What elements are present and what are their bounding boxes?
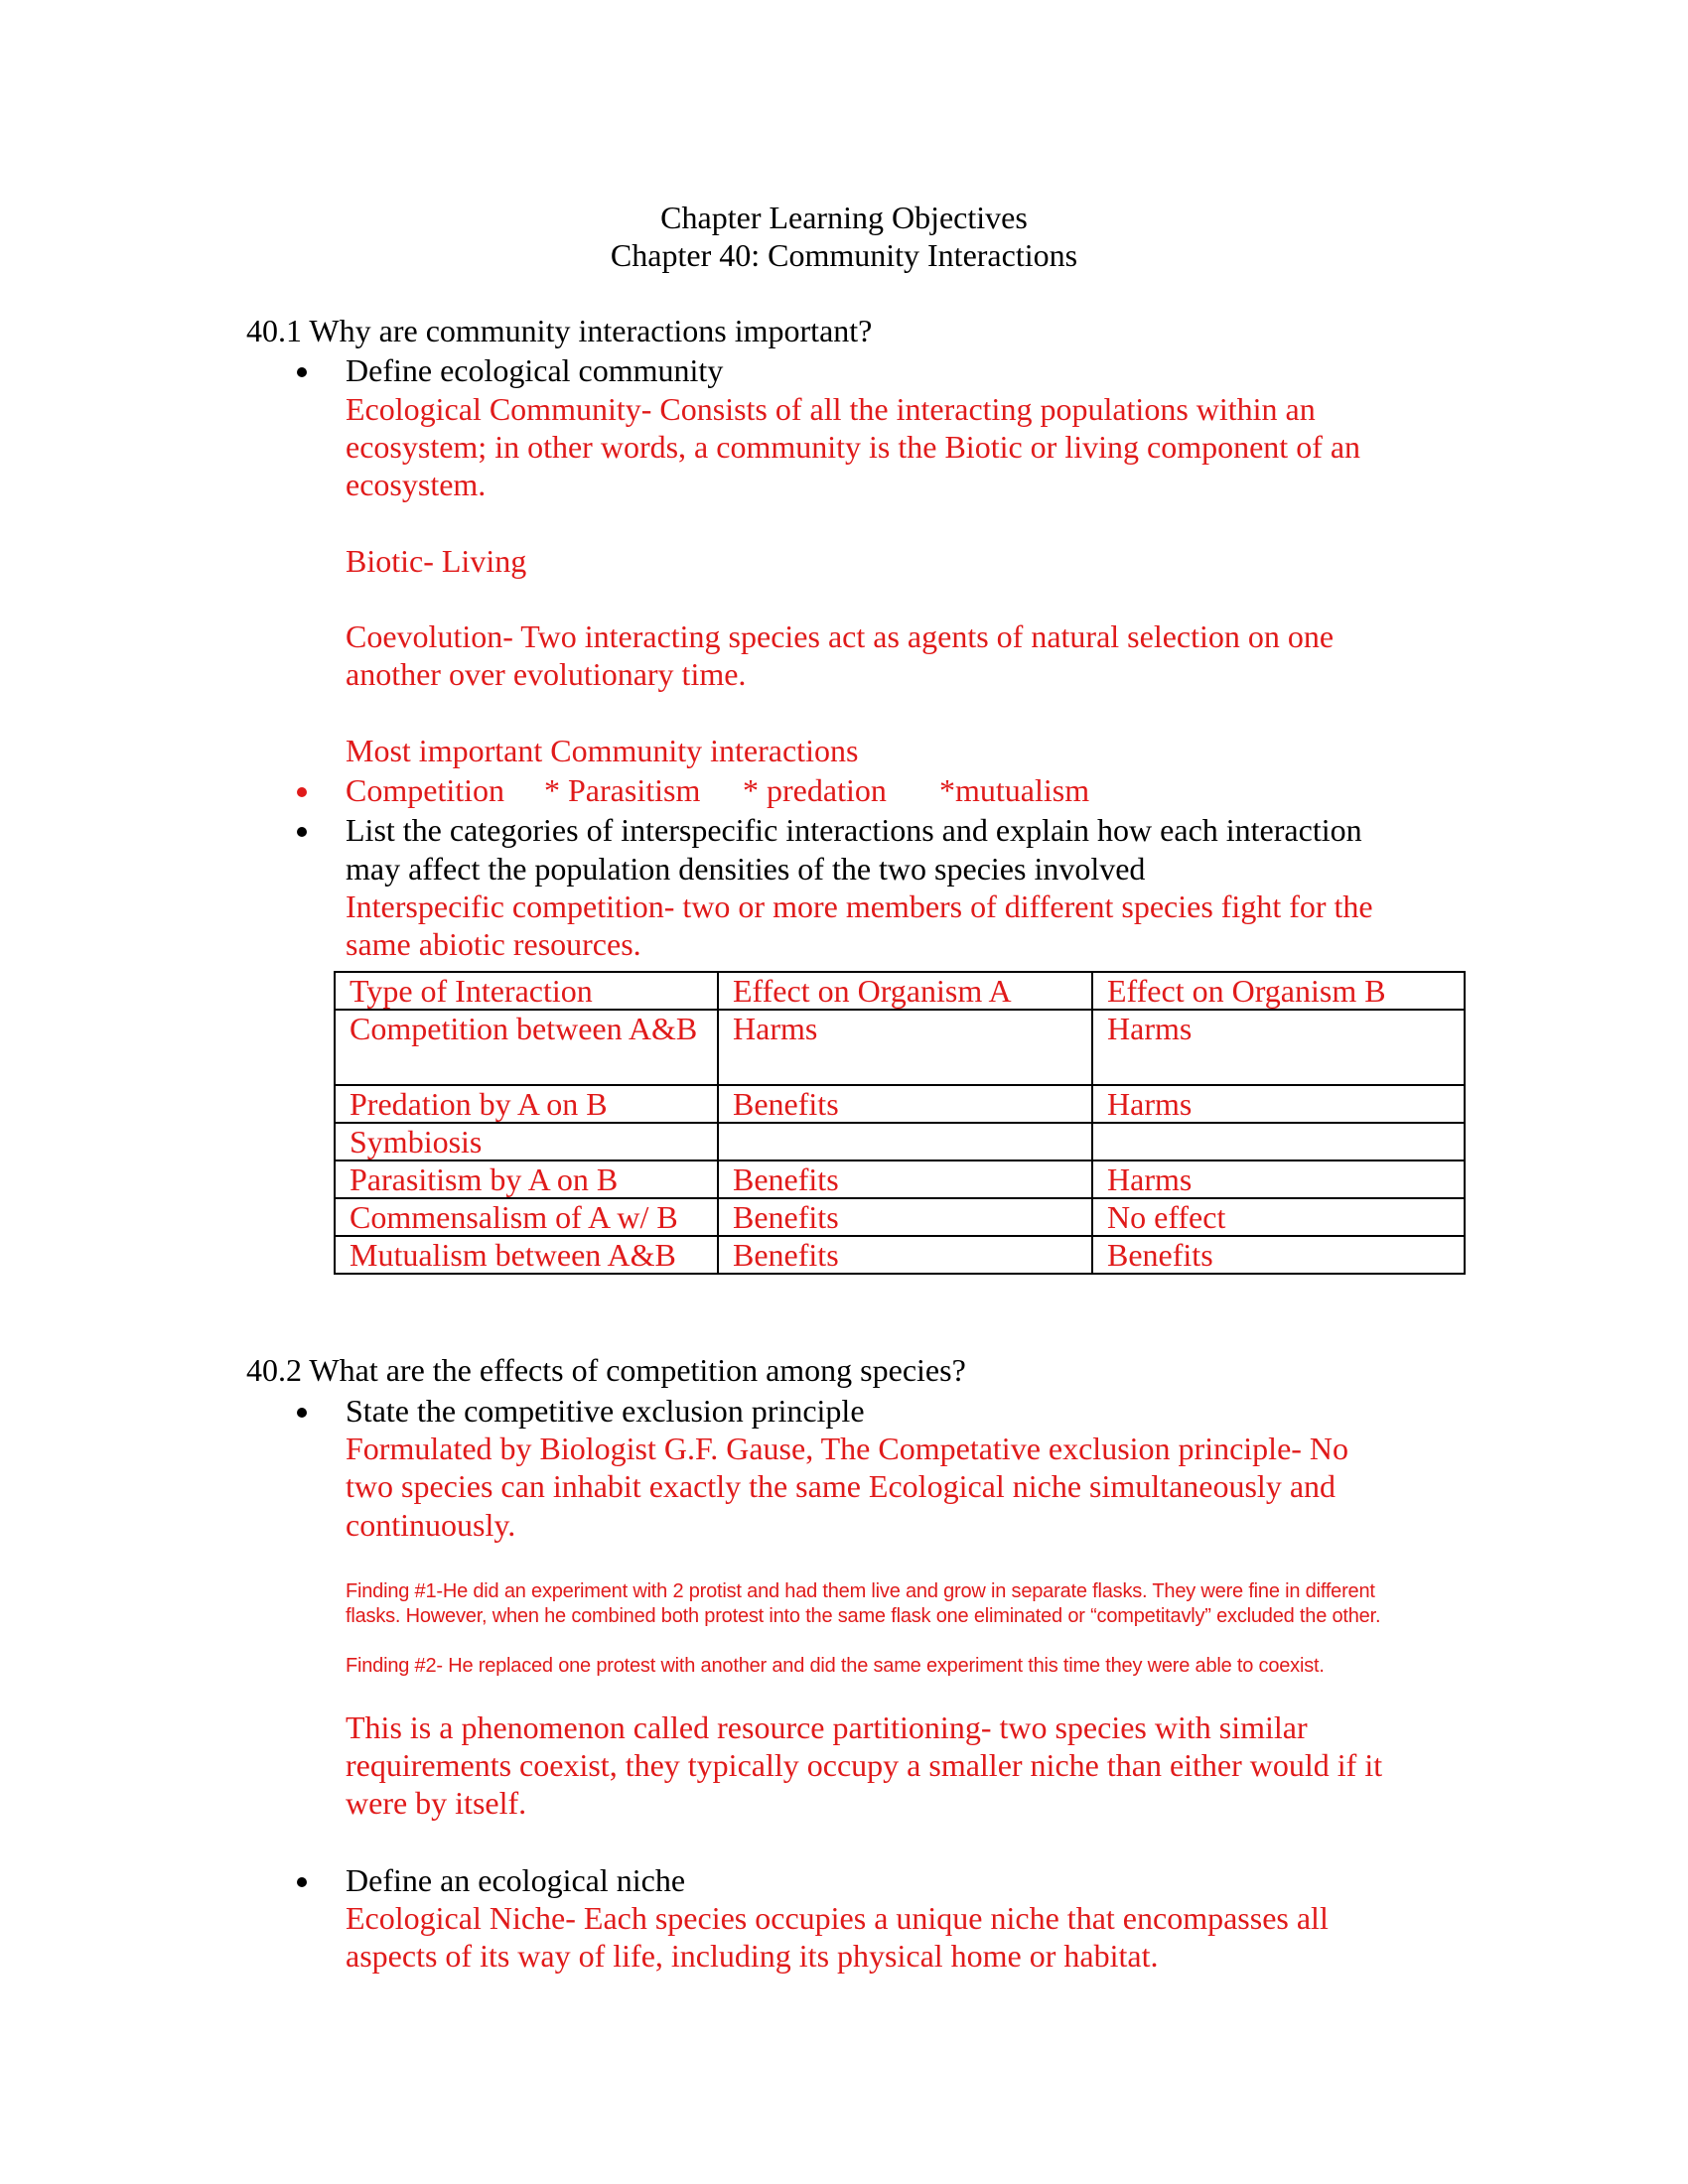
resource-partitioning-line: were by itself.: [346, 1785, 527, 1821]
table-cell: Harms: [1092, 1160, 1465, 1198]
header-title: Chapter Learning Objectives: [660, 200, 1028, 235]
table-header-cell: Type of Interaction: [335, 972, 718, 1010]
table-cell: Benefits: [718, 1236, 1092, 1274]
community-definition-line: Ecological Community- Consists of all the interacting populations within an: [346, 391, 1316, 427]
bullet-icon: [297, 787, 307, 797]
table-cell: Symbiosis: [335, 1123, 718, 1160]
table-cell: Mutualism between A&B: [335, 1236, 718, 1274]
interaction-item-competition: Competition: [346, 772, 504, 808]
table-cell: [1092, 1123, 1465, 1160]
table-row: [335, 1085, 1465, 1123]
interaction-item-mutualism: *mutualism: [939, 772, 1090, 808]
chapter-title: Chapter 40: Community Interactions: [610, 237, 1078, 273]
coevolution-definition-line: another over evolutionary time.: [346, 656, 747, 692]
table-cell: Harms: [718, 1010, 1092, 1085]
table-cell: No effect: [1092, 1198, 1465, 1236]
interspecific-competition-line: Interspecific competition- two or more members of different species fight for the: [346, 888, 1373, 924]
table-row: [335, 1160, 1465, 1198]
section-40-1-heading: 40.1 Why are community interactions important?: [246, 313, 873, 348]
table-cell: Benefits: [1092, 1236, 1465, 1274]
bullet-icon: [297, 367, 307, 377]
bullet-icon: [297, 1877, 307, 1887]
section-40-2-heading: 40.2 What are the effects of competition among species?: [246, 1352, 966, 1388]
community-definition-line: ecosystem; in other words, a community is the Biotic or living component of an: [346, 429, 1361, 465]
table-row: [335, 1198, 1465, 1236]
table-cell: Competition between A&B: [335, 1010, 718, 1085]
table-header-row: [335, 972, 1465, 1010]
table-cell: Commensalism of A w/ B: [335, 1198, 718, 1236]
table-cell: Harms: [1092, 1010, 1465, 1085]
interspecific-competition-line: same abiotic resources.: [346, 926, 641, 962]
community-definition-line: ecosystem.: [346, 467, 487, 502]
table-row: [335, 1236, 1465, 1274]
table-cell: Benefits: [718, 1085, 1092, 1123]
exclusion-principle-line: two species can inhabit exactly the same Ecological niche simultaneously and: [346, 1468, 1336, 1504]
objective-define-niche: Define an ecological niche: [346, 1862, 686, 1898]
table-cell: Parasitism by A on B: [335, 1160, 718, 1198]
objective-define-community: Define ecological community: [346, 352, 724, 388]
coevolution-definition-line: Coevolution- Two interacting species act as agents of natural selection on one: [346, 618, 1335, 654]
finding-1-line: Finding #1-He did an experiment with 2 protist and had them live and grow in separate flasks. They were fine in different: [346, 1580, 1375, 1602]
biotic-definition: Biotic- Living: [346, 543, 527, 579]
interaction-item-predation: * predation: [743, 772, 887, 808]
table-cell: [718, 1123, 1092, 1160]
interaction-item-parasitism: * Parasitism: [544, 772, 701, 808]
finding-1-line: flasks. However, when he combined both protest into the same flask one eliminated or “competitavly” excluded the other.: [346, 1605, 1381, 1627]
exclusion-principle-line: continuously.: [346, 1507, 516, 1543]
exclusion-principle-line: Formulated by Biologist G.F. Gause, The Competative exclusion principle- No: [346, 1431, 1349, 1466]
table-cell: Harms: [1092, 1085, 1465, 1123]
niche-definition-line: aspects of its way of life, including its physical home or habitat.: [346, 1938, 1159, 1974]
table-cell: Predation by A on B: [335, 1085, 718, 1123]
interaction-effects-table: [334, 971, 1466, 1275]
table-cell: Benefits: [718, 1160, 1092, 1198]
finding-2: Finding #2- He replaced one protest with another and did the same experiment this time they were able to coexist.: [346, 1655, 1325, 1677]
important-interactions-heading: Most important Community interactions: [346, 733, 859, 768]
table-header-cell: Effect on Organism B: [1092, 972, 1465, 1010]
objective-exclusion-principle: State the competitive exclusion principle: [346, 1393, 865, 1429]
objective-list-categories-line: List the categories of interspecific interactions and explain how each interaction: [346, 812, 1362, 848]
bullet-icon: [297, 827, 307, 837]
table-row: [335, 1010, 1465, 1085]
bullet-icon: [297, 1408, 307, 1418]
table-header-cell: Effect on Organism A: [718, 972, 1092, 1010]
resource-partitioning-line: requirements coexist, they typically occupy a smaller niche than either would if it: [346, 1747, 1383, 1783]
resource-partitioning-line: This is a phenomenon called resource partitioning- two species with similar: [346, 1709, 1308, 1745]
table-row: [335, 1123, 1465, 1160]
niche-definition-line: Ecological Niche- Each species occupies a unique niche that encompasses all: [346, 1900, 1329, 1936]
objective-list-categories-line: may affect the population densities of the two species involved: [346, 851, 1146, 887]
table-cell: Benefits: [718, 1198, 1092, 1236]
